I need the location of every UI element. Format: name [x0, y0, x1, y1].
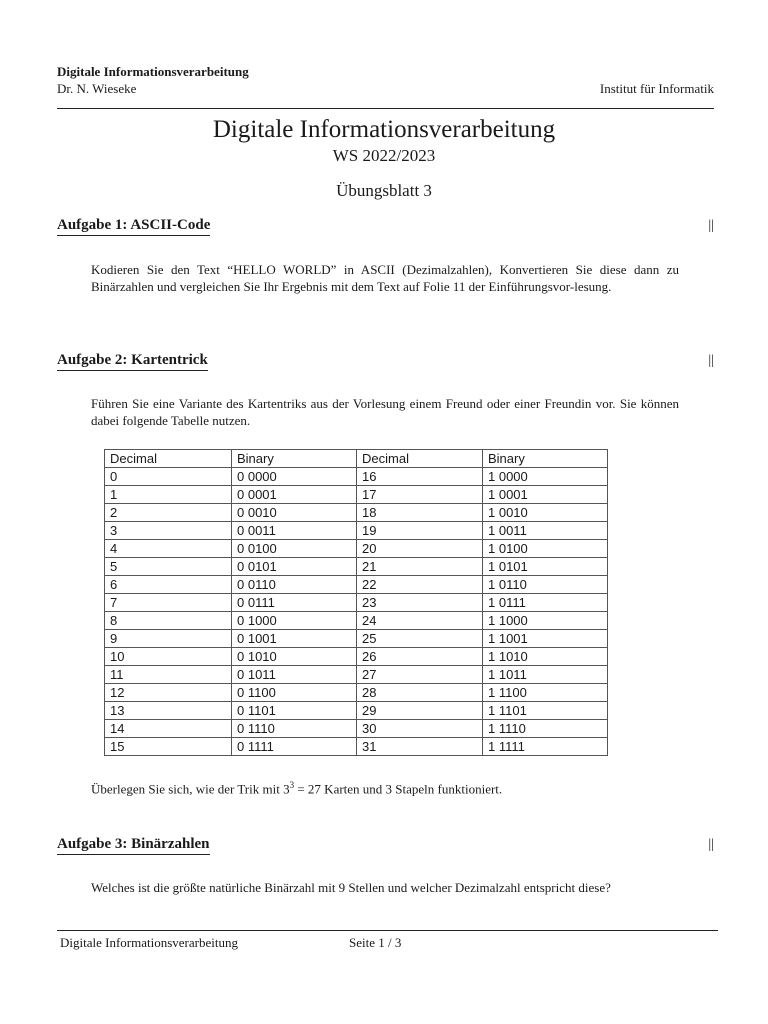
table-cell-binary: 0 1011	[232, 666, 357, 684]
table-header-binary: Binary	[232, 450, 357, 468]
table-cell-decimal: 28	[357, 684, 483, 702]
table-cell-decimal: 26	[357, 648, 483, 666]
binary-table	[104, 449, 608, 756]
table-cell-binary: 0 0101	[232, 558, 357, 576]
table-row	[105, 522, 608, 540]
header-author: Dr. N. Wieseke	[57, 81, 137, 96]
task-1-title: Aufgabe 1: ASCII-Code	[57, 216, 210, 236]
table-cell-binary: 1 0110	[483, 576, 608, 594]
table-cell-decimal: 29	[357, 702, 483, 720]
table-row	[105, 648, 608, 666]
task-3-text: Welches ist die größte natürliche Binärzahl mit 9 Stellen und welcher Dezimalzahl entspricht diese?	[91, 880, 611, 895]
table-cell-binary: 1 1011	[483, 666, 608, 684]
table-row	[105, 630, 608, 648]
table-cell-decimal: 4	[105, 540, 232, 558]
table-header-binary: Binary	[483, 450, 608, 468]
table-cell-binary: 0 0100	[232, 540, 357, 558]
task-2-text: Führen Sie eine Variante des Kartentriks aus der Vorlesung einem Freund oder einer Freundin vor. Sie können dabei folgende Tabelle nutzen.	[91, 396, 679, 428]
table-cell-decimal: 3	[105, 522, 232, 540]
task-2-title: Aufgabe 2: Kartentrick	[57, 351, 208, 371]
table-cell-decimal: 5	[105, 558, 232, 576]
table-cell-binary: 0 1110	[232, 720, 357, 738]
footer-page-number: Seite 1 / 3	[349, 935, 402, 950]
header-institute: Institut für Informatik	[599, 81, 714, 96]
table-cell-binary: 1 0010	[483, 504, 608, 522]
table-cell-decimal: 27	[357, 666, 483, 684]
document-semester: WS 2022/2023	[332, 146, 436, 165]
table-cell-binary: 0 1100	[232, 684, 357, 702]
table-cell-decimal: 12	[105, 684, 232, 702]
table-cell-decimal: 30	[357, 720, 483, 738]
table-header-decimal: Decimal	[105, 450, 232, 468]
table-row	[105, 540, 608, 558]
table-cell-binary: 1 0100	[483, 540, 608, 558]
table-cell-decimal: 10	[105, 648, 232, 666]
task-2-followup-base: 3	[283, 781, 290, 797]
table-row	[105, 738, 608, 756]
table-cell-binary: 1 1000	[483, 612, 608, 630]
table-cell-decimal: 18	[357, 504, 483, 522]
table-cell-binary: 0 0111	[232, 594, 357, 612]
table-cell-decimal: 16	[357, 468, 483, 486]
table-cell-decimal: 19	[357, 522, 483, 540]
table-cell-decimal: 6	[105, 576, 232, 594]
table-cell-binary: 0 1001	[232, 630, 357, 648]
table-cell-decimal: 0	[105, 468, 232, 486]
table-header-row	[105, 450, 608, 468]
table-row	[105, 666, 608, 684]
table-cell-decimal: 7	[105, 594, 232, 612]
table-cell-decimal: 31	[357, 738, 483, 756]
document-title: Digitale Informationsverarbeitung	[212, 116, 556, 143]
footer-divider	[57, 930, 718, 931]
table-cell-decimal: 14	[105, 720, 232, 738]
table-cell-binary: 1 0101	[483, 558, 608, 576]
table-row	[105, 720, 608, 738]
table-cell-binary: 1 0000	[483, 468, 608, 486]
table-row	[105, 504, 608, 522]
table-cell-binary: 1 1010	[483, 648, 608, 666]
table-cell-binary: 0 0010	[232, 504, 357, 522]
table-cell-binary: 0 0110	[232, 576, 357, 594]
table-row	[105, 486, 608, 504]
task-3-title: Aufgabe 3: Binärzahlen	[57, 835, 210, 855]
table-cell-binary: 0 1101	[232, 702, 357, 720]
header-divider	[57, 108, 714, 109]
table-cell-binary: 1 1101	[483, 702, 608, 720]
table-cell-binary: 0 1010	[232, 648, 357, 666]
table-cell-decimal: 1	[105, 486, 232, 504]
table-cell-binary: 0 0001	[232, 486, 357, 504]
task-1-mark: ||	[708, 218, 714, 233]
task-1-text: Kodieren Sie den Text “HELLO WORLD” in ASCII (Dezimalzahlen), Konvertieren Sie diese dann zu Binärzahlen und vergleichen Sie Ihr Ergebnis mit dem Text auf Folie 11 der Einführungsvor-lesung.	[91, 262, 679, 294]
table-cell-binary: 0 0000	[232, 468, 357, 486]
table-cell-binary: 1 0111	[483, 594, 608, 612]
table-cell-decimal: 13	[105, 702, 232, 720]
table-cell-decimal: 22	[357, 576, 483, 594]
table-row	[105, 558, 608, 576]
table-cell-decimal: 21	[357, 558, 483, 576]
table-cell-decimal: 24	[357, 612, 483, 630]
table-cell-binary: 1 1111	[483, 738, 608, 756]
header-course: Digitale Informationsverarbeitung	[57, 64, 249, 79]
table-cell-decimal: 15	[105, 738, 232, 756]
table-row	[105, 576, 608, 594]
table-row	[105, 612, 608, 630]
table-cell-decimal: 8	[105, 612, 232, 630]
document-sheet: Übungsblatt 3	[336, 181, 432, 200]
task-2-followup	[91, 777, 679, 797]
table-cell-decimal: 23	[357, 594, 483, 612]
table-cell-binary: 0 1000	[232, 612, 357, 630]
task-3-mark: ||	[708, 837, 714, 852]
table-cell-decimal: 11	[105, 666, 232, 684]
table-cell-decimal: 20	[357, 540, 483, 558]
table-row	[105, 594, 608, 612]
table-row	[105, 684, 608, 702]
table-row	[105, 702, 608, 720]
table-cell-binary: 1 1110	[483, 720, 608, 738]
table-cell-binary: 0 1111	[232, 738, 357, 756]
table-cell-decimal: 17	[357, 486, 483, 504]
table-cell-decimal: 2	[105, 504, 232, 522]
table-cell-binary: 1 0011	[483, 522, 608, 540]
table-cell-binary: 1 0001	[483, 486, 608, 504]
table-cell-binary: 1 1100	[483, 684, 608, 702]
task-2-mark: ||	[708, 353, 714, 368]
table-header-decimal: Decimal	[357, 450, 483, 468]
task-2-followup-suffix: = 27 Karten und 3 Stapeln funktioniert.	[294, 781, 503, 797]
table-cell-decimal: 9	[105, 630, 232, 648]
task-2-followup-prefix: Überlegen Sie sich, wie der Trik mit	[91, 781, 284, 797]
table-row	[105, 468, 608, 486]
table-cell-binary: 1 1001	[483, 630, 608, 648]
task-2-followup-exponent: 3	[289, 780, 295, 790]
table-cell-binary: 0 0011	[232, 522, 357, 540]
table-cell-decimal: 25	[357, 630, 483, 648]
footer-course: Digitale Informationsverarbeitung	[60, 935, 238, 950]
